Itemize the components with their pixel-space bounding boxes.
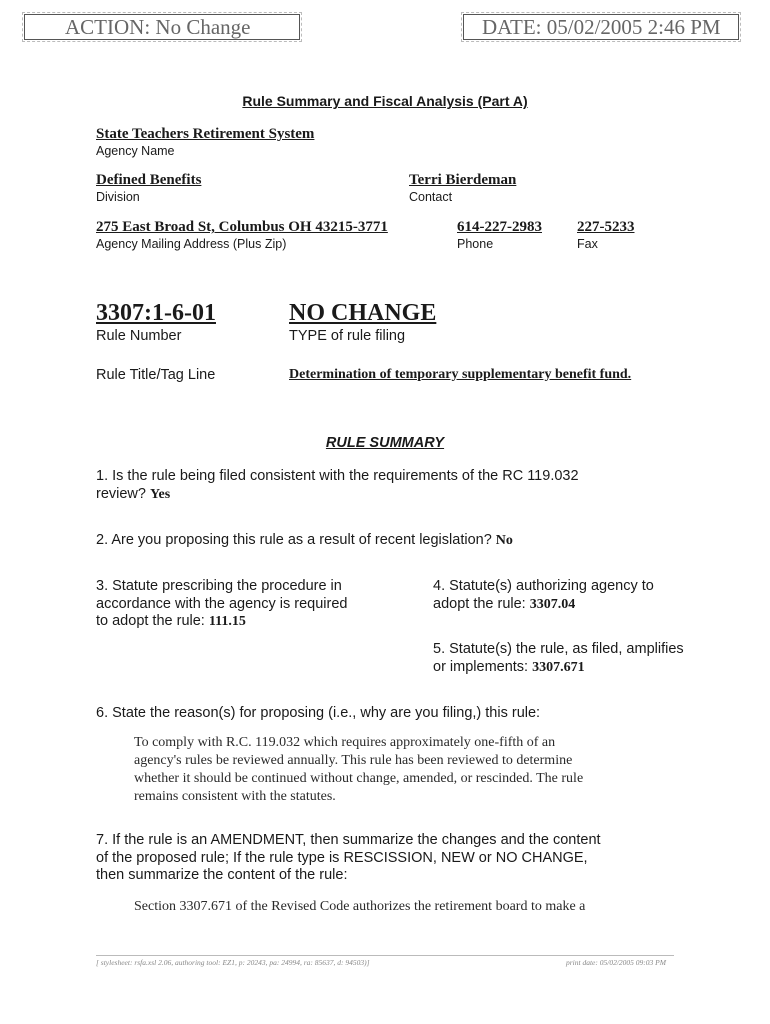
question-6-answer-line-4: remains consistent with the statutes.	[134, 789, 336, 804]
question-7	[96, 832, 601, 885]
question-1	[96, 468, 579, 503]
division-label: Division	[96, 190, 140, 204]
question-5-line-2	[433, 659, 684, 677]
question-6-answer	[134, 734, 583, 806]
question-2-text: 2. Are you proposing this rule as a result of recent legislation?	[96, 532, 492, 548]
question-5-text: or implements:	[433, 658, 529, 675]
question-6-answer-line-3: whether it should be continued without change, amended, or rescinded. The rule	[134, 771, 584, 786]
question-4-line-1: 4. Statute(s) authorizing agency to	[433, 578, 654, 594]
question-6-answer-line-2: agency's rules be reviewed annually. This rule has been reviewed to determine	[134, 753, 573, 768]
page-title: Rule Summary and Fiscal Analysis (Part A)	[242, 93, 528, 109]
question-1-text: review?	[96, 485, 146, 502]
footer-divider	[96, 955, 674, 956]
question-7-line-2: of the proposed rule; If the rule type is RESCISSION, NEW or NO CHANGE,	[96, 849, 588, 866]
question-3-line-3	[96, 613, 347, 631]
question-7-answer: Section 3307.671 of the Revised Code authorizes the retirement board to make a	[134, 899, 586, 914]
question-3-line-1: 3. Statute prescribing the procedure in	[96, 578, 342, 594]
fax-value: 227-5233	[577, 219, 635, 235]
rule-number-label: Rule Number	[96, 328, 182, 344]
action-text: ACTION: No Change	[65, 15, 251, 39]
question-3-text: to adopt the rule:	[96, 613, 205, 629]
question-2	[96, 532, 513, 550]
question-3-answer: 111.15	[208, 614, 246, 629]
question-2-answer: No	[495, 533, 513, 548]
address-label: Agency Mailing Address (Plus Zip)	[96, 237, 287, 251]
question-6: 6. State the reason(s) for proposing (i.e., why are you filing,) this rule:	[96, 705, 541, 721]
question-4	[433, 578, 654, 613]
question-4-text: adopt the rule:	[433, 595, 526, 612]
question-3	[96, 578, 347, 631]
question-1-line-1: 1. Is the rule being filed consistent with the requirements of the RC 119.032	[96, 468, 579, 484]
question-4-line-2	[433, 596, 654, 614]
footer-stylesheet-info: [ stylesheet: rsfa.xsl 2.06, authoring tool: EZ1, p: 20243, pa: 24994, ra: 85637, d: 94503)]	[96, 958, 370, 967]
phone-label: Phone	[457, 237, 494, 251]
filing-type-label: TYPE of rule filing	[289, 328, 406, 344]
agency-name-label: Agency Name	[96, 144, 175, 158]
agency-name-value: State Teachers Retirement System	[96, 126, 315, 142]
question-5-line-1: 5. Statute(s) the rule, as filed, amplifies	[433, 641, 684, 657]
question-7-line-1: 7. If the rule is an AMENDMENT, then summarize the changes and the content	[96, 832, 601, 848]
fax-label: Fax	[577, 237, 598, 251]
rule-title-value: Determination of temporary supplementary benefit fund.	[289, 367, 632, 382]
filing-type-value: NO CHANGE	[289, 300, 437, 326]
phone-value: 614-227-2983	[457, 219, 542, 235]
question-7-line-3: then summarize the content of the rule:	[96, 867, 348, 883]
contact-value: Terri Bierdeman	[409, 172, 517, 188]
question-6-answer-line-1: To comply with R.C. 119.032 which requires approximately one-fifth of an	[134, 735, 556, 750]
division-value: Defined Benefits	[96, 172, 202, 188]
address-value: 275 East Broad St, Columbus OH 43215-3771	[96, 219, 388, 235]
footer-print-date: print date: 05/02/2005 09:03 PM	[566, 958, 666, 967]
question-5	[433, 641, 684, 676]
rule-summary-heading: RULE SUMMARY	[325, 435, 445, 451]
rule-title-label: Rule Title/Tag Line	[96, 367, 216, 383]
action-box	[24, 14, 300, 40]
date-text: DATE: 05/02/2005 2:46 PM	[482, 15, 721, 39]
question-1-answer: Yes	[150, 486, 171, 502]
question-1-line-2	[96, 486, 579, 504]
question-3-line-2: accordance with the agency is required	[96, 595, 348, 612]
question-4-answer: 3307.04	[529, 596, 576, 612]
question-5-answer: 3307.671	[532, 659, 585, 675]
date-box	[463, 14, 739, 40]
rule-number-value: 3307:1-6-01	[96, 300, 216, 326]
contact-label: Contact	[409, 190, 453, 204]
